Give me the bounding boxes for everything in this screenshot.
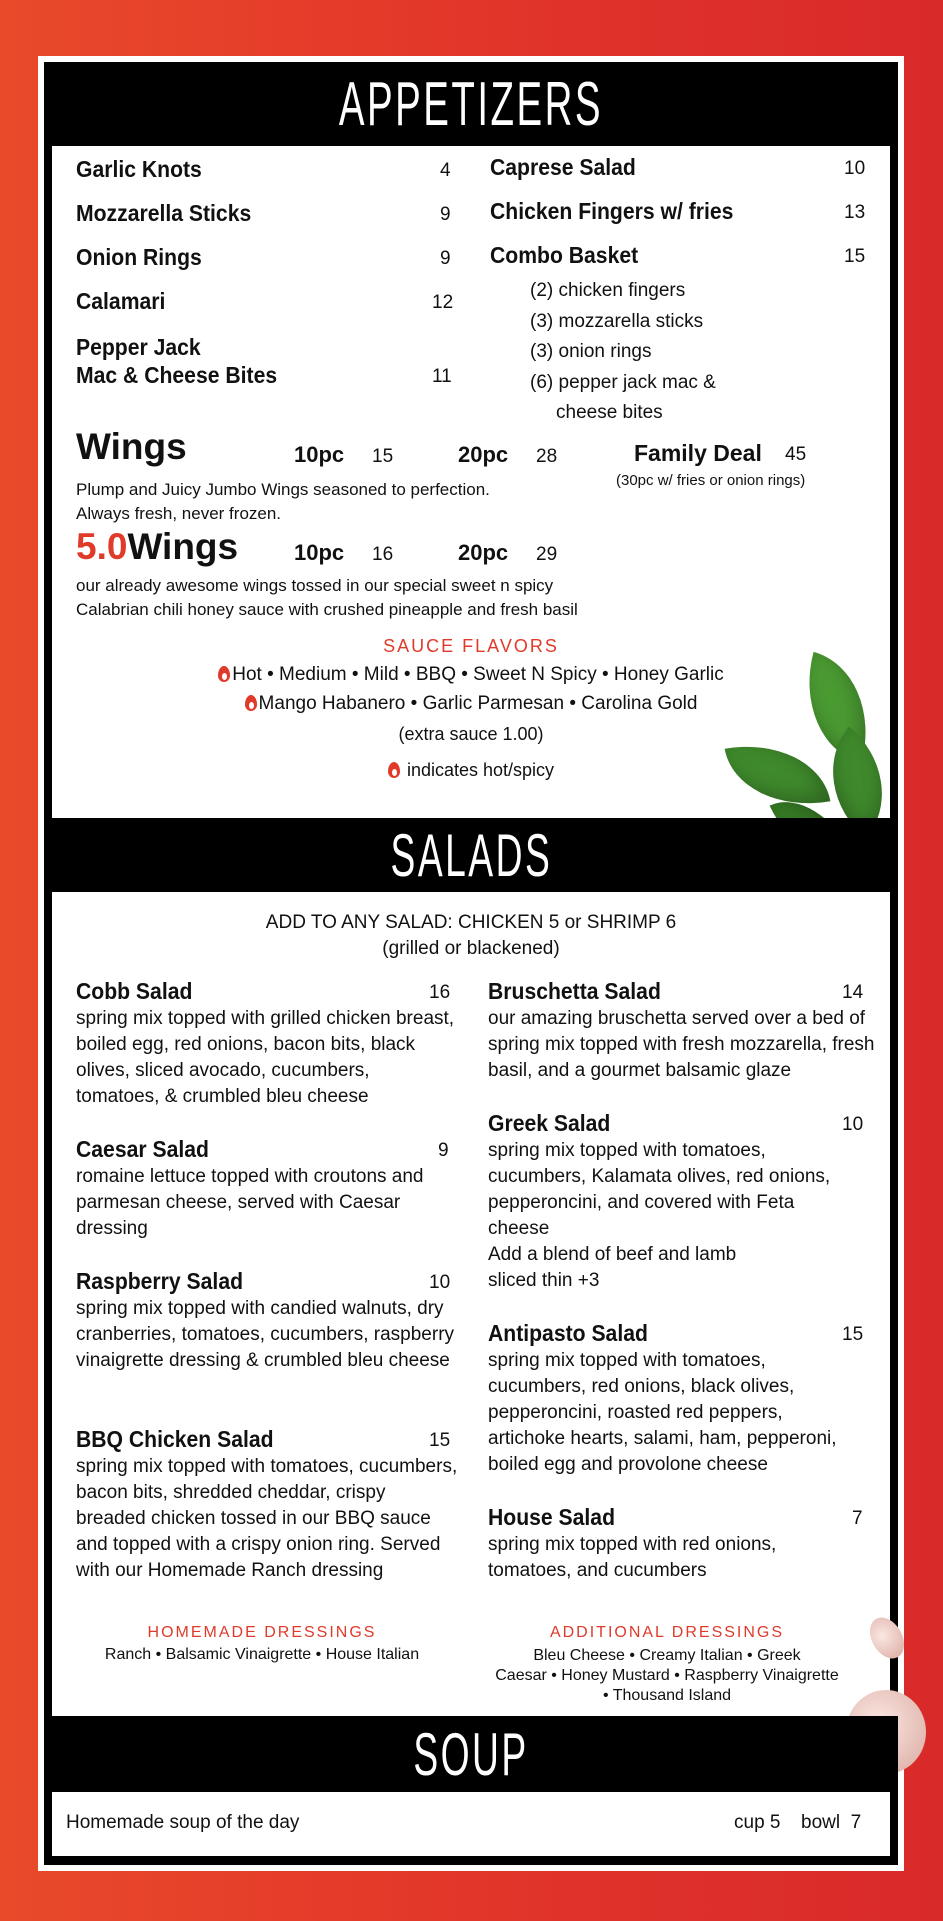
appetizers-title: APPETIZERS (338, 70, 604, 139)
wings50-20pc: 20pc (458, 540, 509, 565)
sauce-flavors-header: SAUCE FLAVORS (383, 636, 559, 656)
soup-title: SOUP (413, 1721, 529, 1788)
salad-price: 10 (842, 1114, 864, 1135)
menu-item-price: 13 (844, 202, 866, 223)
soup-band (44, 1716, 898, 1792)
menu-item-name-line2: Mac & Cheese Bites (76, 362, 278, 388)
salad-price: 9 (438, 1140, 449, 1161)
menu-item-name: Garlic Knots (76, 156, 202, 182)
menu-item-price: 4 (440, 160, 451, 181)
wings-20pc: 20pc (458, 442, 509, 467)
wings-desc-line: Plump and Juicy Jumbo Wings seasoned to perfection. (76, 480, 490, 499)
sauce-list: Mango Habanero • Garlic Parmesan • Carolina Gold (258, 693, 698, 714)
menu-item-name: Pepper Jack (76, 334, 201, 360)
salad-description: spring mix topped with red onions, tomatoes, and cucumbers (488, 1534, 777, 1581)
salad-name: Caesar Salad (76, 1136, 209, 1162)
wings-description (76, 478, 490, 526)
menu-item-name: Caprese Salad (490, 154, 636, 180)
combo-item: cheese bites (556, 402, 663, 423)
salad-name: Greek Salad (488, 1110, 611, 1136)
salads-band (44, 818, 898, 892)
salad-price: 15 (429, 1430, 451, 1451)
additional-dressings (472, 1646, 862, 1706)
wings50-10pc-price: 16 (372, 544, 394, 565)
salad-name: Bruschetta Salad (488, 978, 661, 1004)
salad-description: spring mix topped with grilled chicken breast, boiled egg, red onions, bacon bits, black olives, sliced avocado, cucumbers, tomatoes, & crumbled bleu cheese (76, 1008, 455, 1107)
wings50-prefix: 5.0 (76, 526, 128, 567)
family-deal-note: (30pc w/ fries or onion rings) (616, 472, 806, 489)
combo-item: (2) chicken fingers (530, 280, 686, 301)
wings50-20pc-price: 29 (536, 544, 558, 565)
salad-description: spring mix topped with tomatoes, cucumbers, red onions, black olives, pepperoncini, roasted red peppers, artichoke hearts, salami, ham, pepperoni, boiled egg and provolone cheese (488, 1350, 837, 1475)
salad-name: BBQ Chicken Salad (76, 1426, 274, 1452)
salad-addon: ADD TO ANY SALAD: CHICKEN 5 or SHRIMP 6 (265, 912, 677, 933)
combo-item: (6) pepper jack mac & (530, 371, 716, 393)
menu-item-price: 11 (432, 366, 452, 387)
sauce-list: Hot • Medium • Mild • BBQ • Sweet N Spicy • Honey Garlic (232, 664, 724, 685)
salad-description: spring mix topped with tomatoes, cucumbers, Kalamata olives, red onions, pepperoncini, and covered with Feta cheese (488, 1140, 831, 1239)
wings-title: Wings (76, 426, 187, 467)
dressing-line: • Thousand Island (602, 1687, 732, 1704)
additional-dressings-header: ADDITIONAL DRESSINGS (549, 1624, 785, 1641)
homemade-dressings: Ranch • Balsamic Vinaigrette • House Italian (104, 1646, 420, 1663)
wings-10pc-price: 15 (372, 446, 394, 467)
menu-item-price: 12 (432, 292, 454, 313)
menu-item-price: 9 (440, 204, 451, 225)
salads-panel (52, 892, 890, 1716)
menu-item-name: Mozzarella Sticks (76, 200, 252, 226)
menu-item-name: Calamari (76, 288, 166, 314)
salad-description: romaine lettuce topped with croutons and parmesan cheese, served with Caesar dressing (76, 1166, 424, 1239)
wings50-10pc: 10pc (294, 540, 345, 565)
salad-name: House Salad (488, 1504, 616, 1530)
salad-name: Raspberry Salad (76, 1268, 244, 1294)
spicy-legend-text: indicates hot/spicy (406, 760, 555, 780)
salad-price: 14 (842, 982, 864, 1003)
combo-item: (3) mozzarella sticks (530, 310, 704, 332)
homemade-dressings-header: HOMEMADE DRESSINGS (147, 1624, 377, 1641)
combo-item: (3) onion rings (530, 341, 652, 362)
salad-extra: Add a blend of beef and lamb sliced thin +3 (488, 1244, 737, 1291)
flame-icon (388, 762, 400, 778)
extra-sauce: (extra sauce 1.00) (398, 724, 544, 744)
salad-description: our amazing bruschetta served over a bed of spring mix topped with fresh mozzarella, fresh basil, and a gourmet balsamic glaze (488, 1008, 875, 1081)
salad-name: Antipasto Salad (488, 1320, 648, 1346)
salad-price: 7 (852, 1508, 863, 1529)
wings-10pc: 10pc (294, 442, 345, 467)
flame-icon (245, 695, 257, 711)
dressing-line: Bleu Cheese • Creamy Italian • Greek (533, 1647, 801, 1664)
salad-price: 15 (842, 1324, 864, 1345)
salad-price: 10 (429, 1272, 451, 1293)
salad-description: spring mix topped with tomatoes, cucumbers, bacon bits, shredded cheddar, crispy breaded chicken tossed in our BBQ sauce and topped with a crispy onion ring. Served with our Homemade Ranch dressing (76, 1456, 458, 1581)
wings-desc-line: Always fresh, never frozen. (76, 504, 282, 523)
wings50-description (76, 574, 578, 622)
menu-item-name: Onion Rings (76, 244, 202, 270)
appetizers-band (44, 62, 898, 146)
salad-addon-note: (grilled or blackened) (382, 938, 560, 959)
family-deal-price: 45 (785, 444, 807, 465)
menu-item-name: Chicken Fingers w/ fries (490, 198, 734, 224)
menu-item-name: Combo Basket (490, 242, 639, 268)
wings50-desc-line: our already awesome wings tossed in our special sweet n spicy (76, 576, 554, 595)
combo-list (530, 276, 716, 429)
dressing-line: Caesar • Honey Mustard • Raspberry Vinaigrette (495, 1667, 839, 1684)
soup-cup-price: cup 5 (734, 1812, 781, 1833)
wings-20pc-price: 28 (536, 446, 558, 467)
soup-panel (52, 1792, 890, 1856)
menu-item-price: 10 (844, 158, 866, 179)
flame-icon (218, 666, 230, 682)
salad-description: spring mix topped with candied walnuts, dry cranberries, tomatoes, cucumbers, raspberry vinaigrette dressing & crumbled bleu cheese (76, 1298, 455, 1371)
soup-item: Homemade soup of the day (66, 1812, 300, 1833)
salad-name: Cobb Salad (76, 978, 193, 1004)
wings50-name: Wings (127, 526, 239, 567)
salad-price: 16 (429, 982, 451, 1003)
wings50-title (76, 526, 238, 568)
menu-item-price: 15 (844, 246, 866, 267)
soup-bowl-price: bowl 7 (801, 1812, 862, 1833)
family-deal: Family Deal (634, 440, 762, 466)
salads-title: SALADS (390, 822, 552, 889)
menu-item-price: 9 (440, 248, 451, 269)
wings50-desc-line: Calabrian chili honey sauce with crushed pineapple and fresh basil (76, 600, 578, 619)
